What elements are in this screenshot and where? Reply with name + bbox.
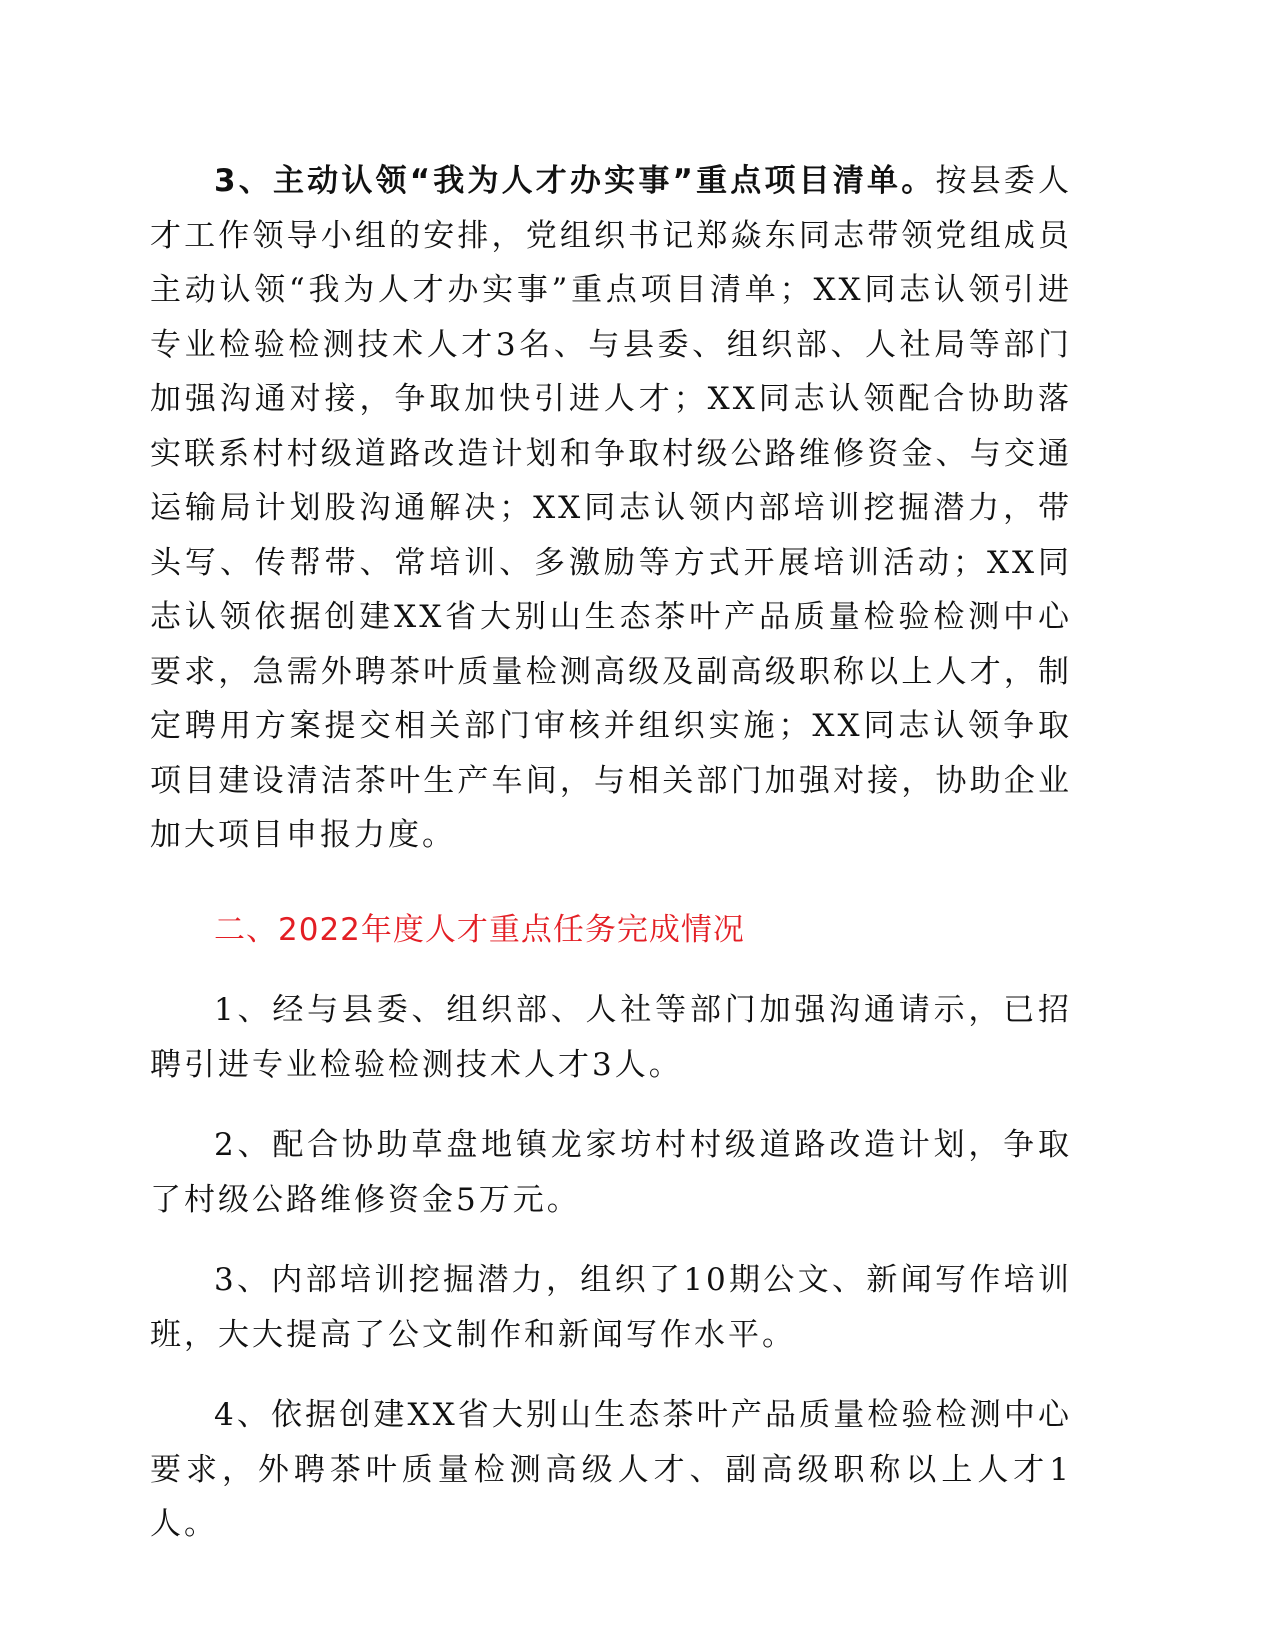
section-heading: 二、2022年度人才重点任务完成情况 [214, 911, 745, 948]
paragraph-project-list [150, 154, 1072, 863]
list-item: 3、内部培训挖掘潜力，组织了10期公文、新闻写作培训班，大大提高了公文制作和新闻写作水平。 [150, 1262, 1072, 1353]
paragraph-lead: 3、主动认领“我为人才办实事”重点项目清单。 [214, 163, 936, 199]
list-item: 1、经与县委、组织部、人社等部门加强沟通请示，已招聘引进专业检验检测技术人才3人。 [150, 992, 1072, 1083]
document-body [150, 154, 1072, 1578]
list-item: 4、依据创建XX省大别山生态茶叶产品质量检验检测中心要求，外聘茶叶质量检测高级人才、副高级职称以上人才1人。 [150, 1397, 1072, 1542]
list-item: 2、配合协助草盘地镇龙家坊村村级道路改造计划，争取了村级公路维修资金5万元。 [150, 1127, 1072, 1218]
paragraph-body: 按县委人才工作领导小组的安排，党组织书记郑焱东同志带领党组成员主动认领“我为人才办实事”重点项目清单；XX同志认领引进专业检验检测技术人才3名、与县委、组织部、人社局等部门加强沟通对接，争取加快引进人才；XX同志认领配合协助落实联系村村级道路改造计划和争取村级公路维修资金、与交通运输局计划股沟通解决；XX同志认领内部培训挖掘潜力，带头写、传帮带、常培训、多激励等方式开展培训活动；XX同志认领依据创建XX省大别山生态茶叶产品质量检验检测中心要求，急需外聘茶叶质量检测高级及副高级职称以上人才，制定聘用方案提交相关部门审核并组织实施；XX同志认领争取项目建设清洁茶叶生产车间，与相关部门加强对接，协助企业加大项目申报力度。 [150, 163, 1072, 853]
